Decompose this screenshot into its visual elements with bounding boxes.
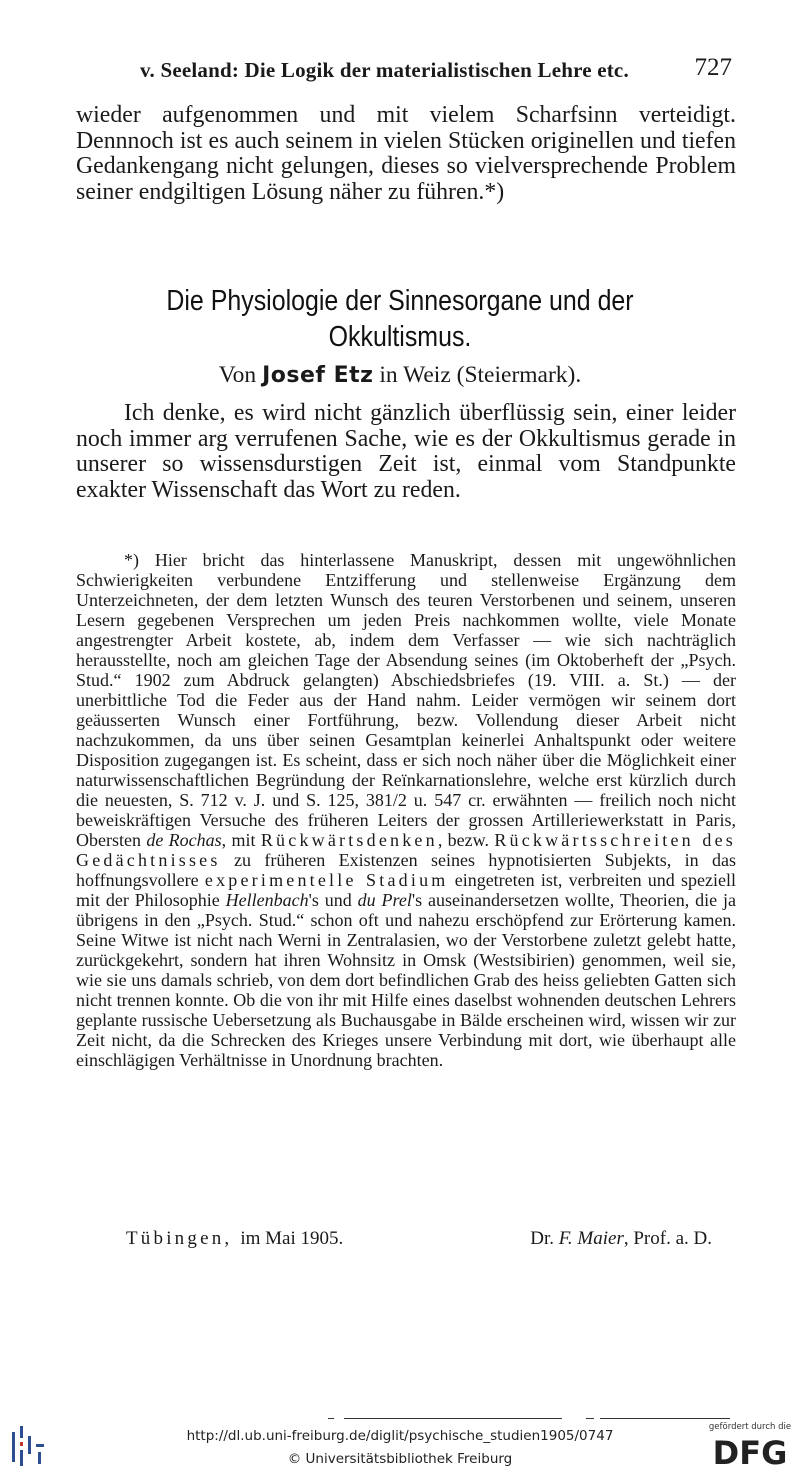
- footnote-text-3: , bezw.: [437, 830, 489, 850]
- footnote-spaced-1: Rückwärtsdenken: [260, 830, 438, 850]
- running-header: [140, 56, 732, 86]
- footnote-name-rochas: de Rochas: [146, 830, 222, 850]
- byline-author: Josef Etz: [262, 363, 374, 388]
- bottom-rule-3: [586, 1418, 594, 1419]
- signature-suffix: , Prof. a. D.: [623, 1228, 712, 1249]
- footnote-signature: [120, 1228, 720, 1252]
- signature-place: [126, 1228, 343, 1250]
- footnote-text-5: eingetreten ist, verbreiten und speziell mit der Philosophie: [76, 870, 736, 910]
- copyright-notice: © Universitätsbibliothek Freiburg: [287, 1451, 513, 1467]
- article-title-line-1: Die Physiologie der Sinnesorgane und der: [166, 285, 634, 317]
- signature-initial: F.: [558, 1228, 573, 1249]
- article-paragraph: Ich denke, es wird nicht gänzlich überflüssig sein, einer leider noch immer arg verrufenen Sache, wie es der Okkultismus gerade in unserer so wissensdurstigen Zeit ist, einmal vom Standpunkte exakter Wissenschaft das Wort zu reden.: [76, 400, 736, 503]
- running-title: v. Seeland: Die Logik der materialistischen Lehre etc.: [140, 58, 629, 82]
- footnote-text-4: zu früheren Existenzen seines hypnotisierten Subjekts, in das hoffnungsvollere: [76, 850, 736, 890]
- footnote-text-2: , mit: [221, 830, 256, 850]
- footnote-text-7: 's auseinandersetzen wollte, Theorien, die ja übrigens in den „Psych. Stud.“ schon oft und nahezu erschöpfend zur Erörterung kamen. Seine Witwe ist nicht nach Werni in Zentralasien, wo der Verstorbene zuletzt gelebt hatte, zurückgekehrt, sondern hat ihren Wohnsitz in Omsk (Westsibirien) genommen, weil sie, wie sie uns damals schrieb, von dem dort befindlichen Grab des heiss geliebten Gatten sich nicht trennen konnte. Ob die von ihr mit Hilfe eines daselbst wohnenden deutschen Lehrers geplante russische Uebersetzung als Buchausgabe in Bälde erscheinen wird, wissen wir zur Zeit nicht, da die Schrecken des Krieges unsere Verbindung mit dort, wie überhaupt alle einschlägigen Verhältnisse in Unordnung brachten.: [76, 890, 737, 1070]
- footnote: [76, 550, 736, 1070]
- article-title: [90, 283, 709, 355]
- footnote-name-duprel: du Prel: [357, 890, 412, 910]
- signature-title: Dr.: [530, 1228, 554, 1249]
- permalink-url[interactable]: http://dl.ub.uni-freiburg.de/diglit/psychische_studien1905/0747: [186, 1428, 614, 1444]
- footnote-text-1: *) Hier bricht das hinterlassene Manuskript, dessen mit ungewöhnlichen Schwierigkeiten verbundene Entzifferung und stellenweise Ergänzung dem Unterzeichneten, der dem letzten Wunsch des teuren Verstorbenen und seinem, unseren Lesern gegebenen Versprechen um jeden Preis nachkommen wollte, viele Monate angestrengter Arbeit kostete, ab, indem dem Verfasser — wie sich nachträglich herausstellte, noch am gleichen Tage der Absendung seines (im Oktoberheft der „Psych. Stud.“ 1902 zum Abdruck gelangten) Abschiedsbriefes (19. VIII. a. St.) — der unerbittliche Tod die Feder aus der Hand nahm. Leider vermögen wir seinem dort geäusserten Wunsch einer Fortführung, bezw. Vollendung dieser Arbeit nicht nachzukommen, da uns über seinen Gesamtplan keinerlei Anhaltspunkt oder weitere Disposition zugegangen ist. Es scheint, dass er sich noch näher über die Möglichkeit einer naturwissenschaftlichen Begründung der Reïnkarnationslehre, welche erst kürzlich durch die neuesten, S. 712 v. J. und S. 125, 381/2 u. 547 cr. erwähnten — freilich noch nicht beweiskräftigen Versuche des früheren Leiters der grossen Artilleriewerkstatt in Paris, Obersten: [76, 550, 736, 850]
- dfg-wordmark: DFG: [712, 1434, 788, 1468]
- article-title-line-2: Okkultismus.: [328, 321, 472, 353]
- footnote-text-6: 's und: [308, 890, 352, 910]
- byline-suffix: in Weiz (Steiermark).: [379, 362, 582, 388]
- dfg-logo: [708, 1422, 792, 1470]
- article-byline: [40, 362, 760, 389]
- page-number: 727: [694, 54, 732, 81]
- footnote-spaced-3: experimentelle Stadium: [204, 870, 449, 890]
- dfg-logo-icon: [710, 1434, 790, 1468]
- signature-date: im Mai 1905.: [240, 1228, 344, 1249]
- signature-author: [530, 1228, 712, 1250]
- byline-prefix: Von: [218, 362, 257, 388]
- bottom-rule-4: [600, 1418, 730, 1419]
- bottom-rule-2: [344, 1418, 562, 1419]
- signature-city: Tübingen,: [126, 1228, 233, 1249]
- dfg-caption: gefördert durch die: [708, 1422, 792, 1432]
- bottom-rule-1: [328, 1418, 334, 1419]
- footnote-spaced-2: Rückwärtsschreiten des Gedächtnisses: [76, 830, 736, 870]
- intro-paragraph: wieder aufgenommen und mit vielem Scharfsinn verteidigt. Dennnoch ist es auch seinem in vielen Stücken originellen und tiefen Gedankengang nicht gelungen, dieses so vielversprechende Problem seiner endgiltigen Lösung näher zu führen.*): [76, 102, 736, 205]
- footnote-name-hellenbach: Hellenbach: [225, 890, 309, 910]
- signature-name: Maier: [577, 1228, 624, 1249]
